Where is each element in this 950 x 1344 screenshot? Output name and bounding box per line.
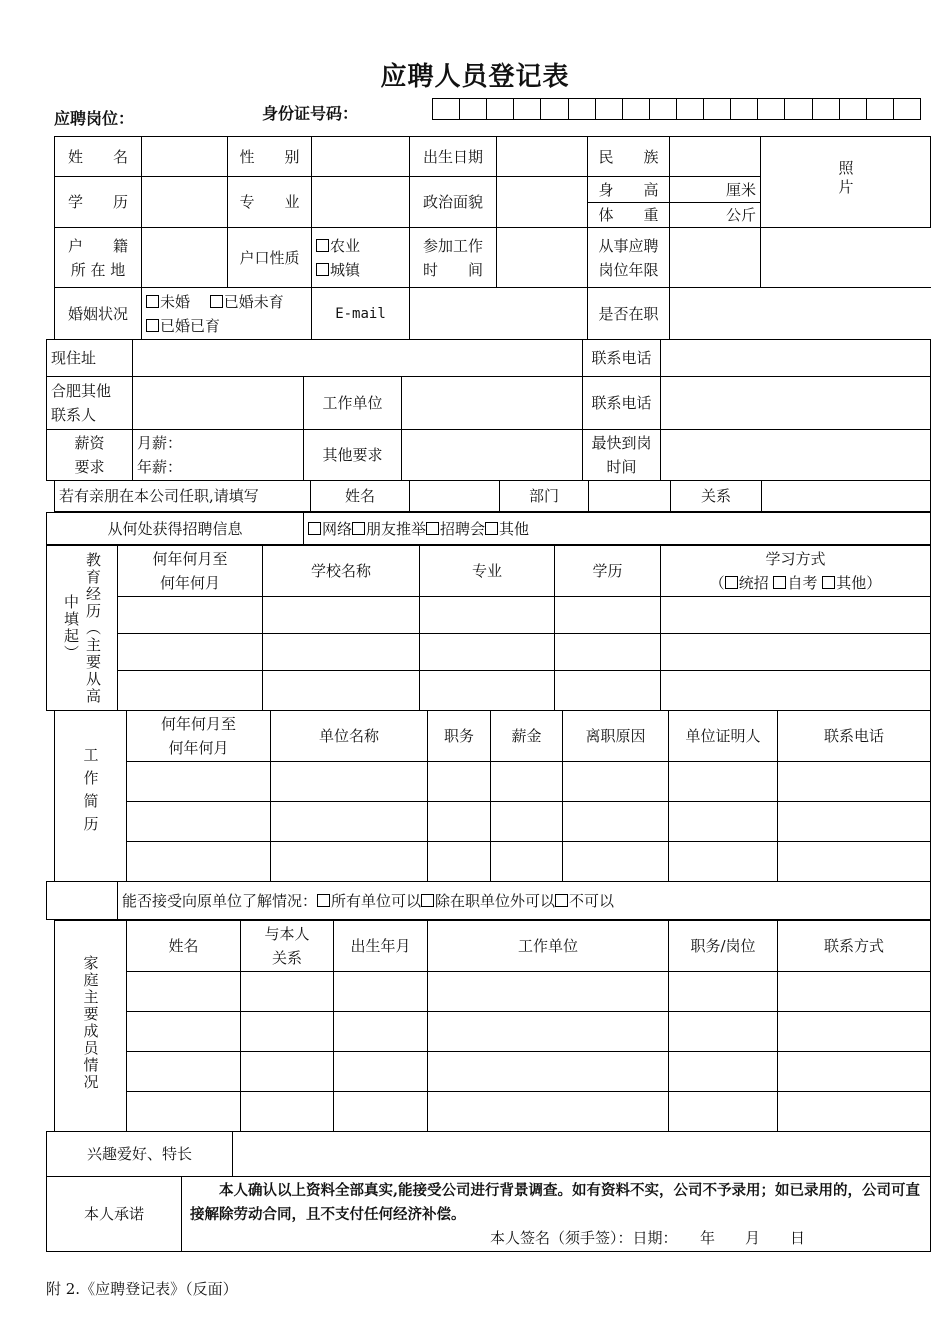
marital-label: 婚姻状况 (55, 288, 142, 340)
birth-field[interactable] (497, 137, 588, 177)
table-cell[interactable] (334, 1052, 428, 1092)
table-cell[interactable] (428, 842, 491, 882)
work-start-field[interactable] (497, 228, 588, 288)
checkbox-icon[interactable] (317, 894, 330, 907)
table-cell[interactable] (428, 762, 491, 802)
table-cell[interactable] (491, 842, 563, 882)
family-unit-header: 工作单位 (428, 921, 669, 972)
table-cell[interactable] (241, 972, 334, 1012)
family-position-header: 职务/岗位 (669, 921, 778, 972)
table-cell[interactable] (778, 1092, 931, 1132)
phone-field[interactable] (661, 340, 931, 377)
checkbox-icon[interactable] (308, 522, 321, 535)
table-cell[interactable] (661, 671, 931, 711)
table-cell[interactable] (127, 802, 271, 842)
table-cell[interactable] (563, 762, 669, 802)
table-cell[interactable] (263, 634, 420, 671)
hukou-agri-text: 农业 (330, 236, 361, 255)
salary-label-1: 薪资 (74, 434, 105, 452)
table-cell[interactable] (127, 1012, 241, 1052)
employed-label: 是否在职 (588, 288, 670, 340)
phone-label-2: 联系电话 (583, 377, 661, 430)
background-except-option[interactable] (421, 892, 555, 910)
ethnicity-label: 民 族 (588, 137, 670, 177)
basic-info-section (54, 136, 930, 339)
table-cell[interactable] (778, 972, 931, 1012)
table-cell[interactable] (563, 842, 669, 882)
background-label: 能否接受向原单位了解情况： (122, 891, 318, 910)
relatives-section (54, 480, 930, 512)
photo-label: 照片 (836, 159, 855, 198)
table-cell[interactable] (241, 1052, 334, 1092)
edu-mode-options[interactable]: （ 统招 自考 其他） (709, 574, 882, 592)
weight-unit[interactable]: 公斤 (670, 203, 761, 228)
table-cell[interactable] (420, 597, 555, 634)
work-side-label: 工作简历 (81, 746, 100, 839)
checkbox-icon[interactable] (352, 522, 365, 535)
work-period-label-2: 何年何月 (168, 739, 229, 757)
table-cell[interactable] (428, 1092, 669, 1132)
edu-mode-header: 学习方式 (765, 550, 826, 568)
table-cell[interactable] (428, 972, 669, 1012)
family-rel-header-1: 与本人 (264, 925, 310, 943)
checkbox-icon[interactable] (773, 576, 786, 589)
years-label-2: 岗位年限 (598, 260, 659, 279)
table-cell[interactable] (127, 1052, 241, 1092)
checkbox-icon[interactable] (210, 295, 223, 308)
checkbox-icon[interactable] (725, 576, 738, 589)
work-period-label-1: 何年何月至 (160, 715, 236, 733)
gender-field[interactable] (312, 137, 410, 177)
table-cell[interactable] (661, 634, 931, 671)
source-web-option[interactable] (308, 520, 352, 538)
earliest-label-1: 最快到岗 (591, 434, 652, 452)
table-cell[interactable] (428, 1052, 669, 1092)
work-unit-label: 工作单位 (304, 377, 402, 430)
major-label: 专 业 (228, 177, 312, 228)
table-cell[interactable] (669, 842, 778, 882)
weight-label: 体 重 (588, 203, 670, 228)
email-label: E-mail (312, 288, 410, 340)
table-cell[interactable] (118, 597, 263, 634)
ethnicity-field[interactable] (670, 137, 761, 177)
table-cell[interactable] (420, 671, 555, 711)
checkbox-icon[interactable] (146, 319, 159, 332)
table-cell[interactable] (555, 597, 661, 634)
work-unit-field[interactable] (402, 377, 583, 430)
table-cell[interactable] (661, 597, 931, 634)
edu-period-label-2: 何年何月 (159, 574, 220, 592)
table-cell[interactable] (555, 671, 661, 711)
marital-married-option[interactable] (210, 293, 284, 311)
form-title: 应聘人员登记表 (380, 62, 570, 92)
table-row (47, 634, 931, 671)
checkbox-icon[interactable] (316, 239, 329, 252)
source-web-text: 网络 (322, 519, 353, 538)
background-no-text: 不可以 (569, 891, 615, 910)
table-cell[interactable] (334, 1092, 428, 1132)
work-unit-header: 单位名称 (271, 711, 428, 762)
education-section (46, 545, 930, 710)
phone-label: 联系电话 (583, 340, 661, 377)
source-friend-option[interactable] (352, 520, 426, 538)
checkbox-icon[interactable] (146, 295, 159, 308)
table-cell[interactable] (563, 802, 669, 842)
hukou-urban-option[interactable] (316, 258, 405, 282)
work-section (54, 710, 930, 881)
family-side-label: 家庭主要成员情况 (81, 954, 100, 1091)
hukou-type-label: 户口性质 (228, 228, 312, 288)
table-cell[interactable] (669, 972, 778, 1012)
checkbox-icon[interactable] (555, 894, 568, 907)
work-witness-header: 单位证明人 (669, 711, 778, 762)
source-other-text: 其他 (499, 519, 530, 538)
table-cell[interactable] (778, 1052, 931, 1092)
marital-single-option[interactable] (146, 293, 190, 311)
earliest-label-2: 时间 (606, 458, 637, 476)
table-cell[interactable] (491, 762, 563, 802)
edu-mode-opt2: 自考 (787, 574, 818, 592)
table-cell[interactable] (118, 671, 263, 711)
family-section (54, 920, 930, 1131)
table-cell[interactable] (271, 842, 428, 882)
work-reason-header: 离职原因 (563, 711, 669, 762)
checkbox-icon[interactable] (426, 522, 439, 535)
table-cell[interactable] (271, 762, 428, 802)
checkbox-icon[interactable] (421, 894, 434, 907)
table-cell[interactable] (334, 972, 428, 1012)
table-row (55, 842, 931, 882)
height-unit[interactable]: 厘米 (670, 177, 761, 203)
table-cell[interactable] (127, 972, 241, 1012)
family-rel-header-2: 关系 (271, 949, 302, 967)
table-cell[interactable] (778, 1012, 931, 1052)
work-salary-header: 薪金 (491, 711, 563, 762)
salary-label-2: 要求 (74, 458, 105, 476)
other-req-label: 其他要求 (304, 430, 402, 481)
marital-single-text: 未婚 (160, 292, 191, 311)
table-cell[interactable] (669, 1092, 778, 1132)
edu-school-header: 学校名称 (263, 546, 420, 597)
edu-period-label-1: 何年何月至 (152, 550, 228, 568)
work-start-label-2: 时 间 (422, 260, 483, 279)
monthly-salary-field[interactable]: 月薪： (137, 434, 183, 452)
other-contact-label-2: 联系人 (51, 406, 97, 424)
family-birth-header: 出生年月 (334, 921, 428, 972)
hobby-field[interactable] (233, 1132, 931, 1177)
table-row (55, 802, 931, 842)
photo-box[interactable] (761, 137, 931, 228)
contact-section (46, 339, 930, 480)
background-all-text: 所有单位可以 (331, 891, 422, 910)
pledge-text: 本人确认以上资料全部真实,能接受公司进行背景调查。如有资料不实，公司不予录用；如已录用的，公司可直接解除劳动合同，且不支付任何经济补偿。 (190, 1182, 921, 1223)
earliest-field[interactable] (661, 430, 931, 481)
background-no-option[interactable] (555, 892, 614, 910)
edu-major-header: 专业 (420, 546, 555, 597)
table-cell[interactable] (491, 802, 563, 842)
hukou-place-label-1: 户 籍 (67, 236, 128, 255)
background-all-option[interactable] (317, 892, 421, 910)
family-contact-header: 联系方式 (778, 921, 931, 972)
height-label: 身 高 (588, 177, 670, 203)
table-cell[interactable] (669, 1052, 778, 1092)
relative-dept-label: 部门 (500, 481, 589, 512)
table-cell[interactable] (669, 762, 778, 802)
table-cell[interactable] (127, 762, 271, 802)
signature-line[interactable]: 本人签名（须手签）：日期： 年 月 日 (490, 1229, 806, 1247)
checkbox-icon[interactable] (485, 522, 498, 535)
table-cell[interactable] (127, 842, 271, 882)
employed-field[interactable] (670, 288, 931, 340)
gender-label: 性 别 (228, 137, 312, 177)
table-cell[interactable] (778, 762, 931, 802)
education-side-label: 教育经历（主要从高中填起） (62, 551, 102, 705)
table-cell[interactable] (118, 634, 263, 671)
background-section (46, 881, 930, 920)
source-label: 从何处获得招聘信息 (47, 513, 304, 545)
table-cell[interactable] (263, 597, 420, 634)
footer-note: 附 2.《应聘登记表》（反面） (46, 1280, 238, 1298)
relative-name-field[interactable] (410, 481, 500, 512)
table-row (55, 972, 931, 1012)
email-field[interactable] (410, 288, 588, 340)
hukou-place-field[interactable] (142, 228, 228, 288)
other-contact-field[interactable] (133, 377, 304, 430)
pledge-label: 本人承诺 (47, 1177, 182, 1252)
table-cell[interactable] (127, 1092, 241, 1132)
name-label: 姓 名 (55, 137, 142, 177)
table-row (55, 1092, 931, 1132)
relative-relation-field[interactable] (762, 481, 931, 512)
table-cell[interactable] (428, 802, 491, 842)
marital-parent-text: 已婚已育 (160, 316, 221, 335)
marital-parent-option[interactable] (146, 314, 307, 338)
table-cell[interactable] (555, 634, 661, 671)
table-row (55, 1012, 931, 1052)
source-friend-text: 朋友推举 (366, 519, 427, 538)
source-section (46, 512, 930, 545)
source-fair-option[interactable] (426, 520, 485, 538)
table-cell[interactable] (669, 1012, 778, 1052)
family-name-header: 姓名 (127, 921, 241, 972)
hukou-place-label-2: 所 在 地 (70, 260, 126, 279)
education-field[interactable] (142, 177, 228, 228)
years-label-1: 从事应聘 (598, 236, 659, 255)
table-cell[interactable] (241, 1012, 334, 1052)
source-other-option[interactable] (485, 520, 529, 538)
address-label: 现住址 (47, 340, 133, 377)
table-cell[interactable] (263, 671, 420, 711)
table-cell[interactable] (669, 802, 778, 842)
name-field[interactable] (142, 137, 228, 177)
table-cell[interactable] (778, 842, 931, 882)
relative-dept-field[interactable] (589, 481, 671, 512)
table-row (55, 762, 931, 802)
table-cell[interactable] (334, 1012, 428, 1052)
work-position-header: 职务 (428, 711, 491, 762)
marital-married-text: 已婚未育 (223, 292, 284, 311)
other-req-field[interactable] (402, 430, 583, 481)
relative-relation-label: 关系 (671, 481, 762, 512)
table-row (55, 1052, 931, 1092)
years-field[interactable] (670, 228, 761, 288)
table-cell[interactable] (420, 634, 555, 671)
hobby-label: 兴趣爱好、特长 (47, 1132, 233, 1177)
work-start-label-1: 参加工作 (422, 236, 483, 255)
education-label: 学 历 (55, 177, 142, 228)
hukou-urban-text: 城镇 (330, 260, 361, 279)
source-fair-text: 招聘会 (440, 519, 486, 538)
edu-mode-opt3: 其他 (836, 574, 867, 592)
table-cell[interactable] (778, 802, 931, 842)
hukou-agri-option[interactable] (316, 234, 405, 258)
checkbox-icon[interactable] (822, 576, 835, 589)
id-number-label: 身份证号码： (262, 104, 359, 123)
major-field[interactable] (312, 177, 410, 228)
table-row (47, 671, 931, 711)
table-cell[interactable] (428, 1012, 669, 1052)
yearly-salary-field[interactable]: 年薪： (137, 458, 183, 476)
checkbox-icon[interactable] (316, 263, 329, 276)
edu-degree-header: 学历 (555, 546, 661, 597)
position-label: 应聘岗位： (54, 109, 135, 128)
edu-mode-opt1: 统招 (738, 574, 769, 592)
relatives-label: 若有亲朋在本公司任职,请填写 (55, 481, 311, 512)
phone-field-2[interactable] (661, 377, 931, 430)
pledge-section (46, 1131, 930, 1251)
work-phone-header: 联系电话 (778, 711, 931, 762)
birth-label: 出生日期 (410, 137, 497, 177)
relative-name-label: 姓名 (311, 481, 410, 512)
political-label: 政治面貌 (410, 177, 497, 228)
background-except-text: 除在职单位外可以 (435, 891, 556, 910)
address-field[interactable] (133, 340, 583, 377)
other-contact-label-1: 合肥其他 (51, 382, 112, 400)
id-number-boxes[interactable] (432, 98, 921, 120)
table-row (47, 597, 931, 634)
political-field[interactable] (497, 177, 588, 228)
table-cell[interactable] (241, 1092, 334, 1132)
table-cell[interactable] (271, 802, 428, 842)
